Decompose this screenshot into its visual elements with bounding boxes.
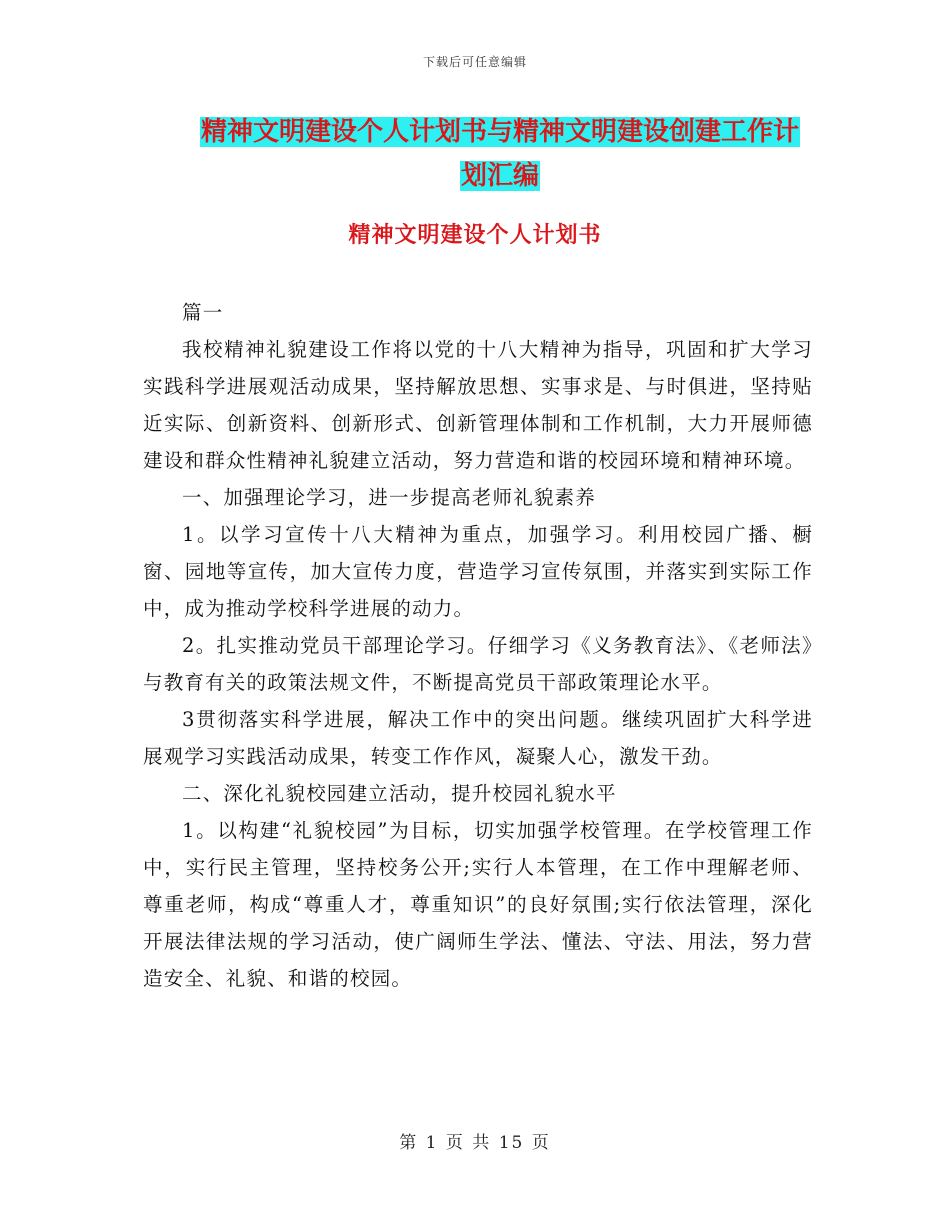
section-title: 精神文明建设个人计划书: [348, 222, 602, 248]
main-title-line-2: 划汇编: [460, 161, 539, 191]
paragraph-item-1: 1。以学习宣传十八大精神为重点，加强学习。利用校园广播、橱窗、园地等宣传，加大宣传力度，营造学习宣传氛围，并落实到实际工作中，成为推动学校科学进展的动力。: [143, 523, 813, 620]
document-body: [143, 294, 813, 997]
paragraph-item-3: 3贯彻落实科学进展，解决工作中的突出问题。继续巩固扩大科学进展观学习实践活动成果，转变工作作风，凝聚人心，激发干劲。: [143, 708, 813, 768]
heading-theory-study: 一、加强理论学习，进一步提高老师礼貌素养: [182, 486, 597, 509]
main-title-line-1: 精神文明建设个人计划书与精神文明建设创建工作计: [200, 117, 799, 147]
page-header-note: 下载后可任意编辑: [422, 55, 527, 69]
heading-campus-activity: 二、深化礼貌校园建立活动，提升校园礼貌水平: [182, 782, 617, 805]
paragraph-item-2: 2。扎实推动党员干部理论学习。仔细学习《义务教育法》、《老师法》与教育有关的政策法规文件，不断提高党员干部政策理论水平。: [143, 634, 813, 694]
paragraph-intro: 我校精神礼貌建设工作将以党的十八大精神为指导，巩固和扩大学习实践科学进展观活动成果，坚持解放思想、实事求是、与时俱进，坚持贴近实际、创新资料、创新形式、创新管理体制和工作机制，大力开展师德建设和群众性精神礼貌建立活动，努力营造和谐的校园环境和精神环境。: [143, 338, 813, 472]
paragraph-part-label: 篇一: [182, 301, 224, 324]
page-footer-number: 第 1 页 共 15 页: [399, 1133, 551, 1153]
document-main-title: [160, 110, 840, 198]
paragraph-campus-item-1: 1。以构建“礼貌校园”为目标，切实加强学校管理。在学校管理工作中，实行民主管理，坚持校务公开;实行人本管理，在工作中理解老师、尊重老师，构成“尊重人才，尊重知识”的良好氛围;实行依法管理，深化开展法律法规的学习活动，使广阔师生学法、懂法、守法、用法，努力营造安全、礼貌、和谐的校园。: [143, 819, 813, 990]
